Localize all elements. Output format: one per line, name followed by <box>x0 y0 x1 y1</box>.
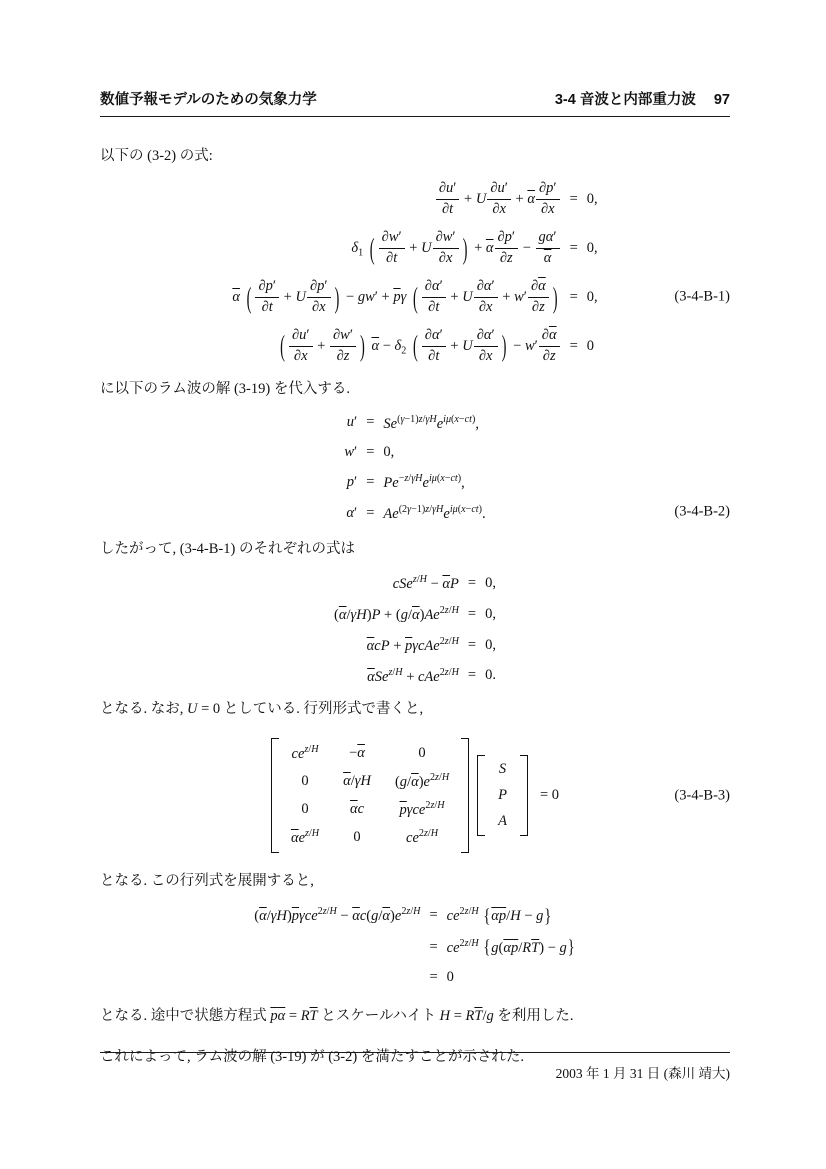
page-footer <box>100 1052 730 1082</box>
matrix-cell: $\overline{\alpha}e^{z/H}$ <box>290 827 320 846</box>
equation-rhs: 0. <box>485 667 496 684</box>
equation-relation: = <box>429 969 438 986</box>
matrix-cell: $ce^{2z/H}$ <box>406 827 439 846</box>
equation-lhs: u′ <box>346 414 358 431</box>
equation-lhs: $\overline{\alpha}Se^{z/H} + cAe^{2z/H}$ <box>367 666 459 685</box>
page-body <box>100 120 730 1068</box>
matrix-cell: $(g/\overline{\alpha})e^{2z/H}$ <box>394 772 450 791</box>
equation-group-determinant <box>100 906 730 987</box>
matrix-cell: $\overline{\alpha}/\gamma H$ <box>343 773 371 790</box>
equation-lhs: $(\overline{\alpha}/\gamma H)\overline{p}\gamma ce^{2z/H} - \overline{\alpha}c(g/\overline{\alpha})e^{2z/H}$ <box>254 906 421 925</box>
page-header <box>100 88 730 117</box>
equation-relation: = <box>569 288 578 305</box>
equation-lhs: ( $\frac{\partial u'}{\partial x}$ + $\frac{\partial w'}{\partial z}$ ) $\overline{\alpha} - \delta_2$ ( $\frac{\partial\alpha'}{\partial t}$ + U $\frac{\partial\alpha'}{\partial x}$ ) − w′ $\frac{\partial\overline{\alpha}}{\partial z}$ <box>232 328 560 365</box>
equation-relation: = <box>467 574 477 591</box>
equation-relation: = <box>569 190 578 207</box>
equation-relation: = <box>569 337 578 354</box>
equation-rhs: 0 <box>446 969 454 986</box>
section-title: 3-4 音波と内部重力波 <box>554 92 696 108</box>
equation-label: (3-4-B-3) <box>674 787 730 804</box>
matrix-cell: $-\overline{\alpha}$ <box>349 745 365 762</box>
matrix-cell: 0 <box>301 773 309 790</box>
equation-rhs: 0, <box>383 444 395 461</box>
left-bracket <box>271 738 279 852</box>
equation-lhs: $\overline{\alpha}$ ( $\frac{\partial p'}{\partial t}$ + U $\frac{\partial p'}{\partial x}$ ) − $gw' + \overline{p}\gamma$ ( $\frac{\partial\alpha'}{\partial t}$ + U $\frac{\partial\alpha'}{\partial x}$ + w′ $\frac{\partial\overline{\alpha}}{\partial z}$ ) <box>232 277 558 316</box>
matrix-cell: 0 <box>418 745 426 762</box>
equation-rhs: $ce^{2z/H}$ $\{\overline{\alpha}\overline{p}/H - g\}$ <box>446 905 552 927</box>
equation-rows <box>100 906 730 987</box>
vector-cell: P <box>498 787 507 804</box>
equation-rows <box>100 181 730 365</box>
equation-relation: = <box>429 907 438 924</box>
equation-group-system <box>100 574 730 685</box>
equation-relation: = <box>366 474 375 491</box>
equation-lhs: $\overline{\alpha}cP + \overline{p}\gamma cAe^{2z/H}$ <box>366 635 459 654</box>
matrix-cell: 0 <box>353 828 361 845</box>
equation-relation: = <box>569 239 578 256</box>
equation-relation: = <box>467 667 477 684</box>
paragraph-therefore: したがって, (3-4-B-1) のそれぞれの式は <box>100 541 355 558</box>
unknown-vector <box>477 755 528 836</box>
equation-rhs: 0, <box>485 574 496 591</box>
equation-rhs: $ce^{2z/H}$ $\{g(\overline{\alpha}\overline{p}/R\overline{T}) - g\}$ <box>446 937 575 959</box>
equation-lhs: α′ <box>346 505 358 522</box>
paragraph-intro: 以下の (3-2) の式: <box>100 148 213 164</box>
equation-rhs: 0, <box>485 636 496 653</box>
equation-rhs: $Ae^{(2\gamma-1)z/\gamma H}e^{i\mu(x-ct)}$. <box>383 504 486 523</box>
vector-cells <box>485 755 520 836</box>
right-bracket <box>461 738 469 852</box>
equation-rhs: 0, <box>586 239 598 256</box>
matrix-equals-zero: = 0 <box>539 787 560 804</box>
coefficient-matrix <box>271 738 469 852</box>
equation-rows <box>100 414 730 523</box>
running-title: 数値予報モデルのための気象力学 <box>100 92 317 108</box>
equation-lhs: p′ <box>346 474 358 491</box>
matrix-grid <box>279 738 461 852</box>
matrix-cell: 0 <box>301 800 309 817</box>
matrix-cell: $\overline{\alpha}c$ <box>349 800 365 817</box>
right-bracket <box>520 755 528 836</box>
equation-relation: = <box>429 938 438 955</box>
equation-lhs: $\delta_1$ ( $\frac{\partial w'}{\partial t}$ + U $\frac{\partial w'}{\partial x}$ ) + $\overline{\alpha}$ $\frac{\partial p'}{\partial z}$ − $\frac{g\alpha'}{\alpha}$ <box>232 230 560 267</box>
equation-label: (3-4-B-1) <box>674 288 730 305</box>
equation-rhs: 0 <box>586 337 595 354</box>
vector-cell: A <box>498 813 507 830</box>
vector-cell: S <box>498 761 507 778</box>
equation-relation: = <box>366 505 375 522</box>
paragraph-substitute: に以下のラム波の解 (3-19) を代入する. <box>100 380 350 397</box>
equation-lhs: $cSe^{z/H} - \overline{\alpha}P$ <box>392 574 459 592</box>
left-bracket <box>477 755 485 836</box>
equation-rhs: 0, <box>485 605 496 622</box>
equation-relation: = <box>366 414 375 431</box>
equation-relation: = <box>467 605 477 622</box>
equation-rhs: 0, <box>586 190 598 207</box>
paragraph-matrix-intro: となる. なお, U = 0 としている. 行列形式で書くと, <box>100 701 424 718</box>
equation-lhs: $\frac{\partial u'}{\partial t}$ + U $\frac{\partial u'}{\partial x}$ + $\overline{\alpha}$ $\frac{\partial p'}{\partial x}$ <box>232 181 560 218</box>
equation-rhs: $Se^{(\gamma-1)z/\gamma H}e^{i\mu(x-ct)}$, <box>383 413 479 432</box>
paragraph-state-equation: となる. 途中で状態方程式 $\overline{p}\overline{\alpha} = R\overline{T}$ とスケールハイト $H = R\overline{T}/g$ を利用した. <box>100 1008 574 1025</box>
equation-group-3-4-B-1 <box>100 181 730 365</box>
equation-rhs: 0, <box>586 288 598 305</box>
footer-date: 2003 年 1 月 31 日 (森川 靖大) <box>555 1066 730 1081</box>
equation-group-3-4-B-2 <box>100 414 730 523</box>
equation-relation: = <box>467 636 477 653</box>
equation-rows <box>100 574 730 685</box>
matrix-equation-3-4-B-3 <box>100 738 730 852</box>
equation-label: (3-4-B-2) <box>674 503 730 520</box>
paragraph-determinant-intro: となる. この行列式を展開すると, <box>100 872 314 889</box>
page-number: 97 <box>713 92 730 108</box>
equation-relation: = <box>366 444 375 461</box>
matrix-cell: $ce^{z/H}$ <box>291 744 319 763</box>
matrix-cell: $\overline{p}\gamma ce^{2z/H}$ <box>399 800 445 818</box>
equation-rhs: $Pe^{-z/\gamma H}e^{i\mu(x-ct)}$, <box>383 473 465 492</box>
equation-lhs: $(\overline{\alpha}/\gamma H)P + (g/\overline{\alpha})Ae^{2z/H}$ <box>334 604 459 623</box>
equation-lhs: w′ <box>344 444 358 461</box>
paragraph-conclusion: これによって, ラム波の解 (3-19) が (3-2) を満たすことが示された. <box>100 1049 524 1066</box>
